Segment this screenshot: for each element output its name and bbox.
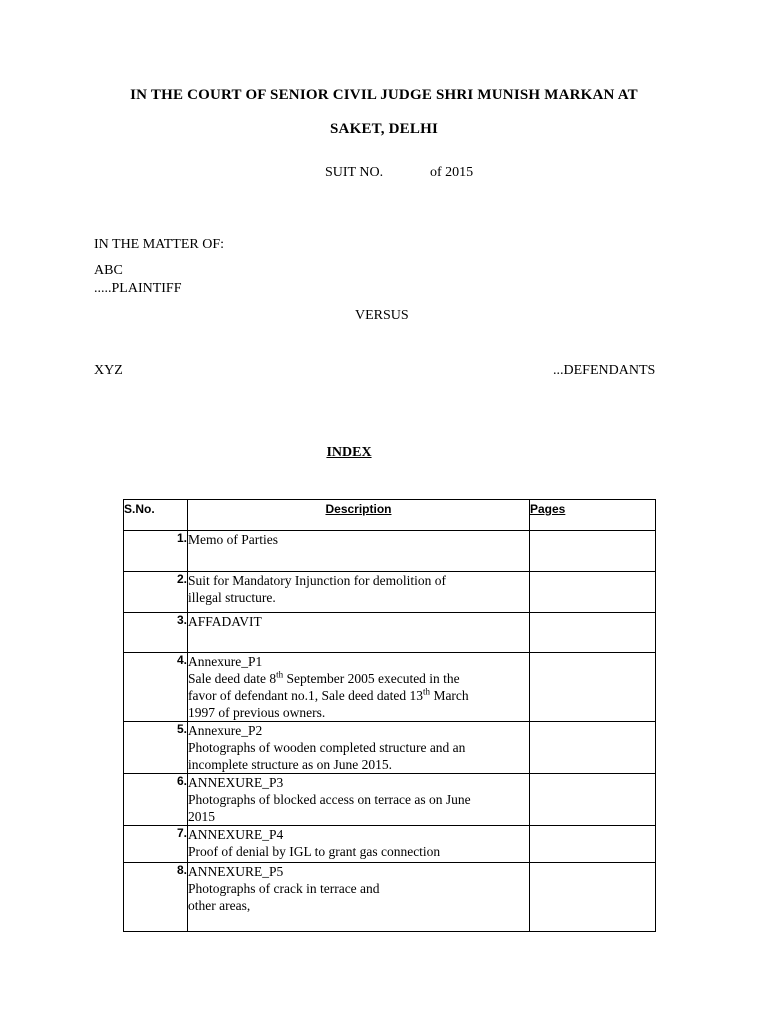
defendant-role: ...DEFENDANTS [553,363,656,378]
defendant-name: XYZ [94,363,123,378]
suit-year: of 2015 [430,165,474,180]
description-line: ANNEXURE_P3 [188,775,284,790]
table-row [124,572,656,613]
row-description [188,613,530,653]
column-header-sno: S.No. [124,500,188,531]
column-header-description: Description [188,500,530,531]
matter-of-label: IN THE MATTER OF: [94,237,225,252]
table-row [124,613,656,653]
row-description [188,826,530,863]
row-description [188,572,530,613]
row-number: 6. [124,774,188,826]
row-number: 4. [124,653,188,722]
description-line: illegal structure. [188,590,276,605]
description-line: 2015 [188,809,215,824]
row-pages [530,613,656,653]
table-header-row [124,500,656,531]
row-pages [530,531,656,572]
table-row [124,722,656,774]
table-row [124,531,656,572]
description-line: 1997 of previous owners. [188,705,326,720]
description-line: Photographs of blocked access on terrace as on June [188,792,471,807]
description-line: Photographs of crack in terrace and [188,881,380,896]
row-pages [530,572,656,613]
row-number: 7. [124,826,188,863]
description-line: Memo of Parties [188,532,278,547]
table-row [124,774,656,826]
description-line: ANNEXURE_P4 [188,827,284,842]
description-line: AFFADAVIT [188,614,262,629]
plaintiff-role: .....PLAINTIFF [94,281,182,296]
row-description [188,722,530,774]
index-heading: INDEX [326,445,372,460]
row-description [188,653,530,722]
description-line: other areas, [188,898,251,913]
row-number: 2. [124,572,188,613]
index-table [123,499,656,932]
description-line [188,687,529,704]
row-number: 8. [124,863,188,932]
row-pages [530,653,656,722]
row-pages [530,863,656,932]
row-pages [530,774,656,826]
row-description [188,531,530,572]
row-description [188,863,530,932]
description-text: favor of defendant no.1, Sale deed dated 13 [188,688,424,703]
court-title-line2: SAKET, DELHI [330,121,438,137]
row-description [188,774,530,826]
ordinal-suffix: th [423,686,431,697]
description-line: ANNEXURE_P5 [188,864,284,879]
description-text: Sale deed date 8 [188,671,277,686]
description-line: Proof of denial by IGL to grant gas connection [188,844,441,859]
description-text: September 2005 executed in the [283,671,460,686]
description-line: Photographs of wooden completed structure and an [188,740,466,755]
ordinal-suffix: th [276,669,284,680]
court-title-line1: IN THE COURT OF SENIOR CIVIL JUDGE SHRI MUNISH MARKAN AT [130,87,638,103]
column-header-pages: Pages [530,500,656,531]
versus-label: VERSUS [355,308,409,323]
row-number: 1. [124,531,188,572]
description-line: Annexure_P1 [188,654,263,669]
suit-number-label: SUIT NO. [325,165,384,180]
table-row [124,863,656,932]
row-number: 3. [124,613,188,653]
row-pages [530,722,656,774]
description-line: Suit for Mandatory Injunction for demolition of [188,573,446,588]
description-line: Annexure_P2 [188,723,263,738]
plaintiff-name: ABC [94,263,123,278]
description-line [188,670,529,687]
row-pages [530,826,656,863]
table-row [124,653,656,722]
row-number: 5. [124,722,188,774]
description-line: incomplete structure as on June 2015. [188,757,392,772]
description-text: March [430,688,469,703]
table-row [124,826,656,863]
